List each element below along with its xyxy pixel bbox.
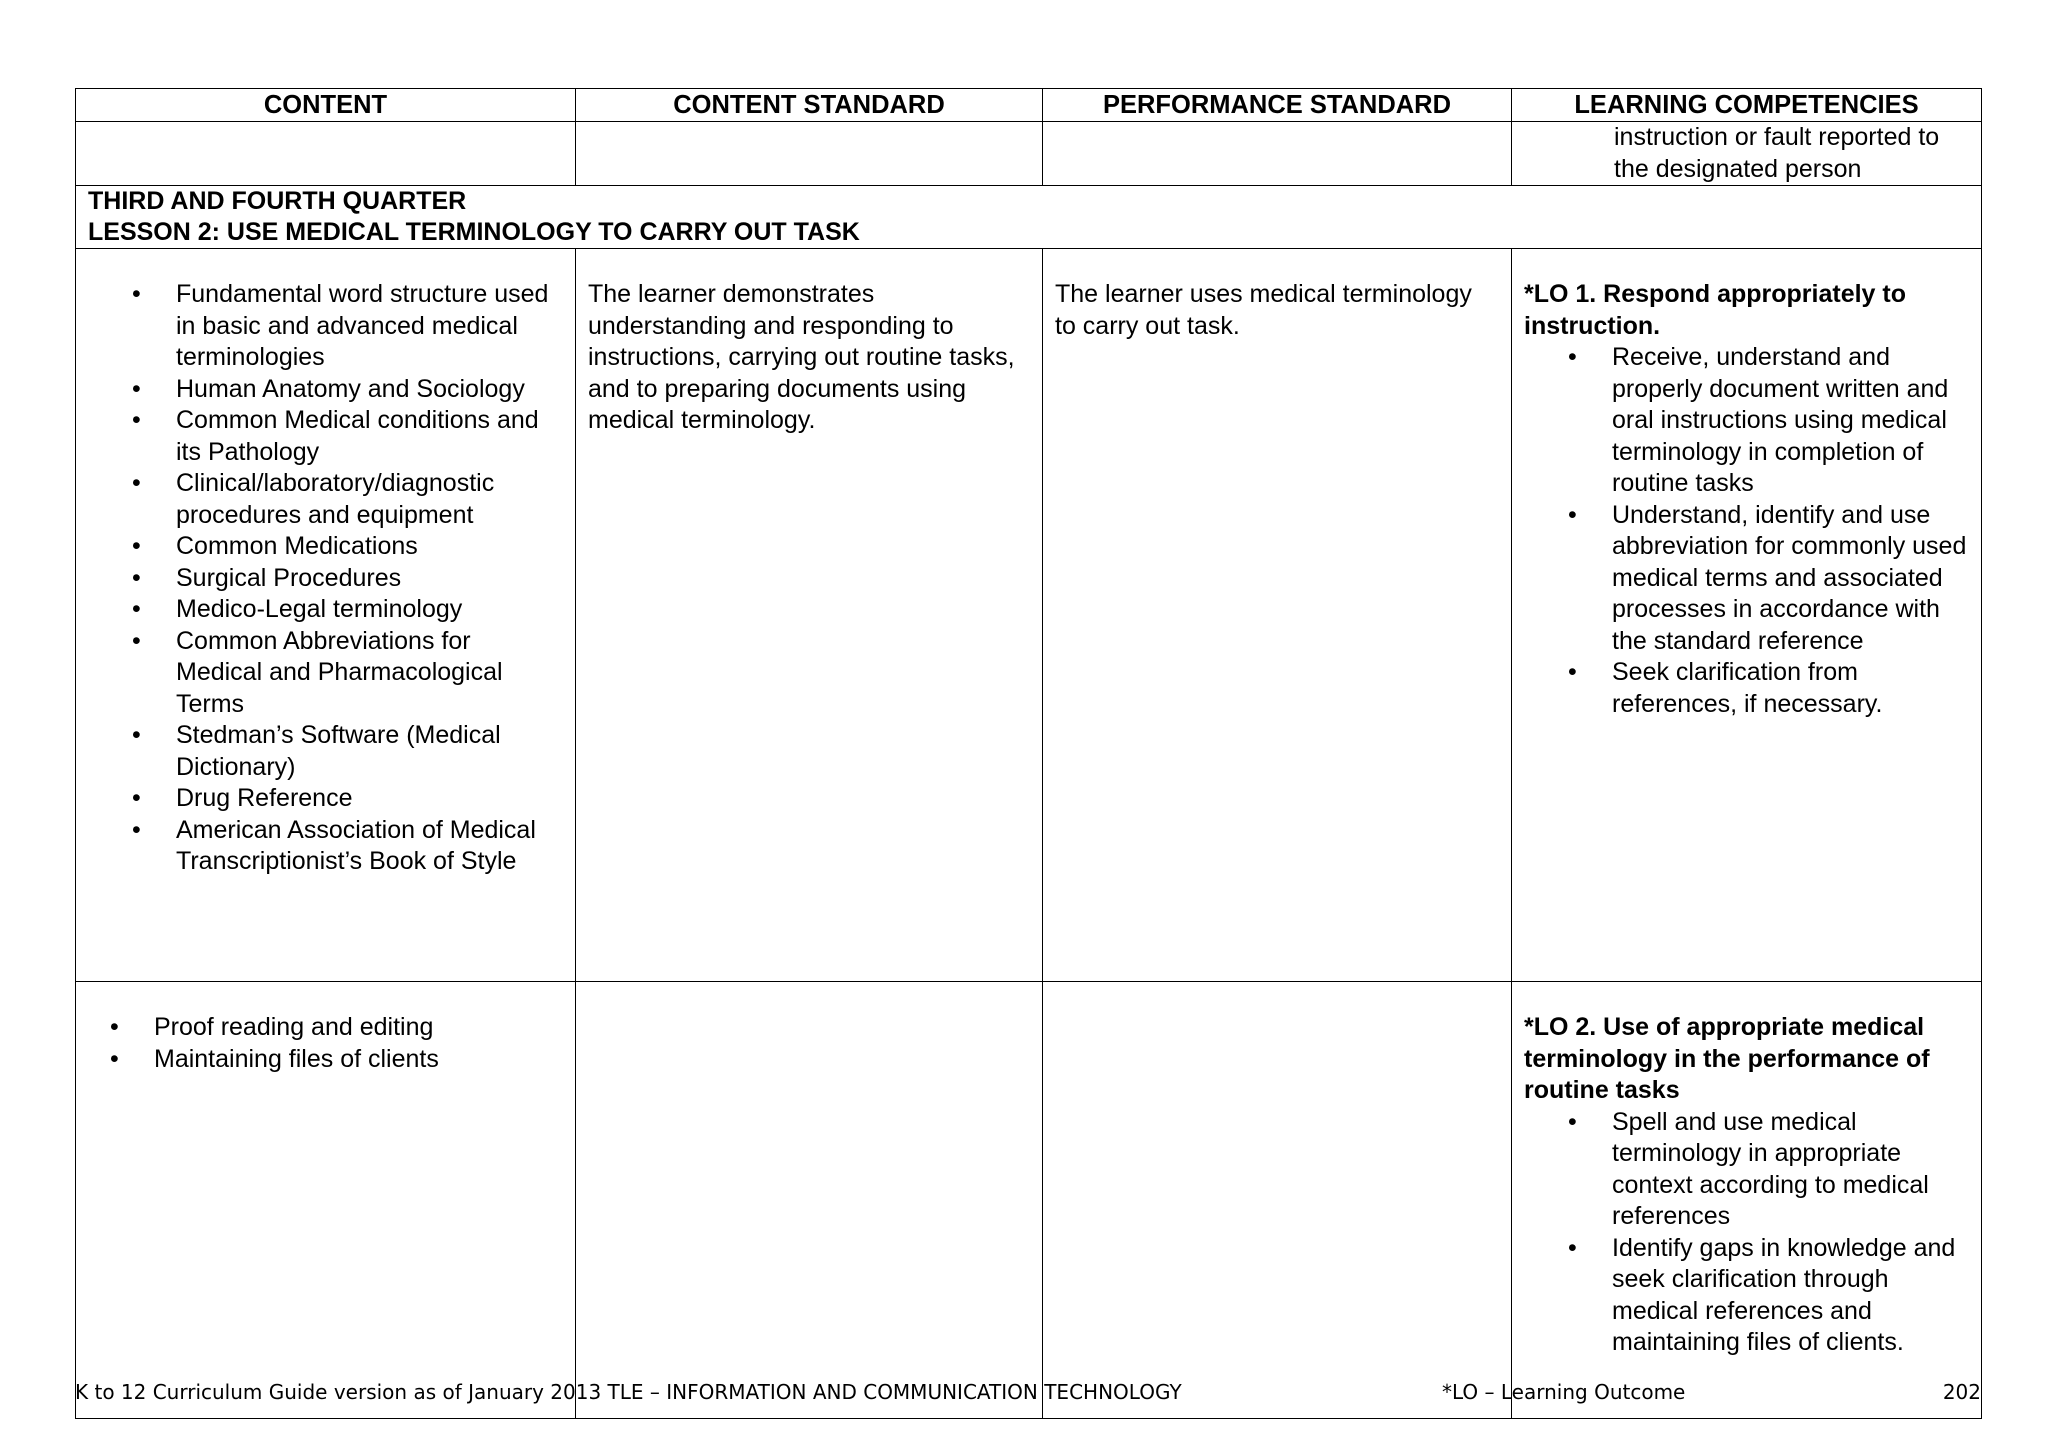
quarter-cell	[76, 186, 1982, 249]
lo2-list	[1524, 1107, 1969, 1359]
lo1-item: • Understand, identify and use abbreviation for commonly used medical terms and associated processes in accordance with the standard reference	[1524, 500, 1969, 658]
header-learning-competencies: LEARNING COMPETENCIES	[1512, 89, 1982, 122]
lesson-heading: LESSON 2: USE MEDICAL TERMINOLOGY TO CARRY OUT TASK	[88, 218, 860, 246]
quarter-heading: THIRD AND FOURTH QUARTER	[88, 187, 467, 215]
lo1-list	[1524, 342, 1969, 720]
lo2-title: *LO 2. Use of appropriate medical terminology in the performance of routine tasks	[1524, 1013, 1930, 1104]
lesson-row	[76, 249, 1982, 982]
lo2-item: • Spell and use medical terminology in appropriate context according to medical references	[1524, 1107, 1969, 1233]
content-item: • Fundamental word structure used in basic and advanced medical terminologies	[88, 279, 563, 374]
content-item: • Surgical Procedures	[88, 563, 563, 595]
content-item: • Drug Reference	[88, 783, 563, 815]
performance-standard-text: The learner uses medical terminology to carry out task.	[1055, 280, 1472, 340]
lo2-content-list	[88, 1012, 563, 1075]
continued-competency-line: the designated person	[1614, 154, 1862, 183]
content-list	[88, 279, 563, 878]
lo1-item: • Seek clarification from references, if necessary.	[1524, 657, 1969, 720]
content-item: • Medico-Legal terminology	[88, 594, 563, 626]
quarter-row	[76, 186, 1982, 249]
header-row	[76, 89, 1982, 122]
lesson-content-cell	[76, 249, 576, 982]
footer-guide-text: K to 12 Curriculum Guide version as of January 2013 TLE – INFORMATION AND COMMUNICATION TECHNOLOGY	[75, 1380, 1182, 1404]
continued-competency-cell	[1512, 122, 1982, 186]
lo1-title: *LO 1. Respond appropriately to instruction.	[1524, 280, 1906, 340]
header-performance-standard: PERFORMANCE STANDARD	[1043, 89, 1512, 122]
content-item: • Clinical/laboratory/diagnostic procedures and equipment	[88, 468, 563, 531]
lo2-item: • Identify gaps in knowledge and seek clarification through medical references and maintaining files of clients.	[1524, 1233, 1969, 1359]
page-number: 202	[1942, 1380, 1981, 1404]
content-item: • Human Anatomy and Sociology	[88, 374, 563, 406]
content-item: • Proof reading and editing	[88, 1012, 563, 1044]
lo2-content-cell	[76, 982, 576, 1419]
lo2-row	[76, 982, 1982, 1419]
lo2-cell	[1512, 982, 1982, 1419]
content-item: • Common Medications	[88, 531, 563, 563]
content-item: • Stedman’s Software (Medical Dictionary)	[88, 720, 563, 783]
continued-competency-line: instruction or fault reported to	[1614, 123, 1940, 151]
content-standard-text: The learner demonstrates understanding and responding to instructions, carrying out routine tasks, and to preparing documents using medical terminology.	[588, 280, 1015, 434]
continued-performance-cell	[1043, 122, 1512, 186]
continued-content-cell	[76, 122, 576, 186]
continued-content-standard-cell	[576, 122, 1043, 186]
content-item: • American Association of Medical Transcriptionist’s Book of Style	[88, 815, 563, 878]
lo2-content-standard-cell	[576, 982, 1043, 1419]
lo1-item: • Receive, understand and properly document written and oral instructions using medical terminology in completion of routine tasks	[1524, 342, 1969, 500]
curriculum-table	[75, 88, 1982, 1419]
lo2-performance-standard-cell	[1043, 982, 1512, 1419]
header-content: CONTENT	[76, 89, 576, 122]
content-item: • Maintaining files of clients	[88, 1044, 563, 1076]
performance-standard-cell	[1043, 249, 1512, 982]
content-item: • Common Abbreviations for Medical and Pharmacological Terms	[88, 626, 563, 721]
header-content-standard: CONTENT STANDARD	[576, 89, 1043, 122]
content-standard-cell	[576, 249, 1043, 982]
footer-legend: *LO – Learning Outcome	[1442, 1380, 1686, 1404]
continued-row	[76, 122, 1982, 186]
content-item: • Common Medical conditions and its Pathology	[88, 405, 563, 468]
lo1-cell	[1512, 249, 1982, 982]
